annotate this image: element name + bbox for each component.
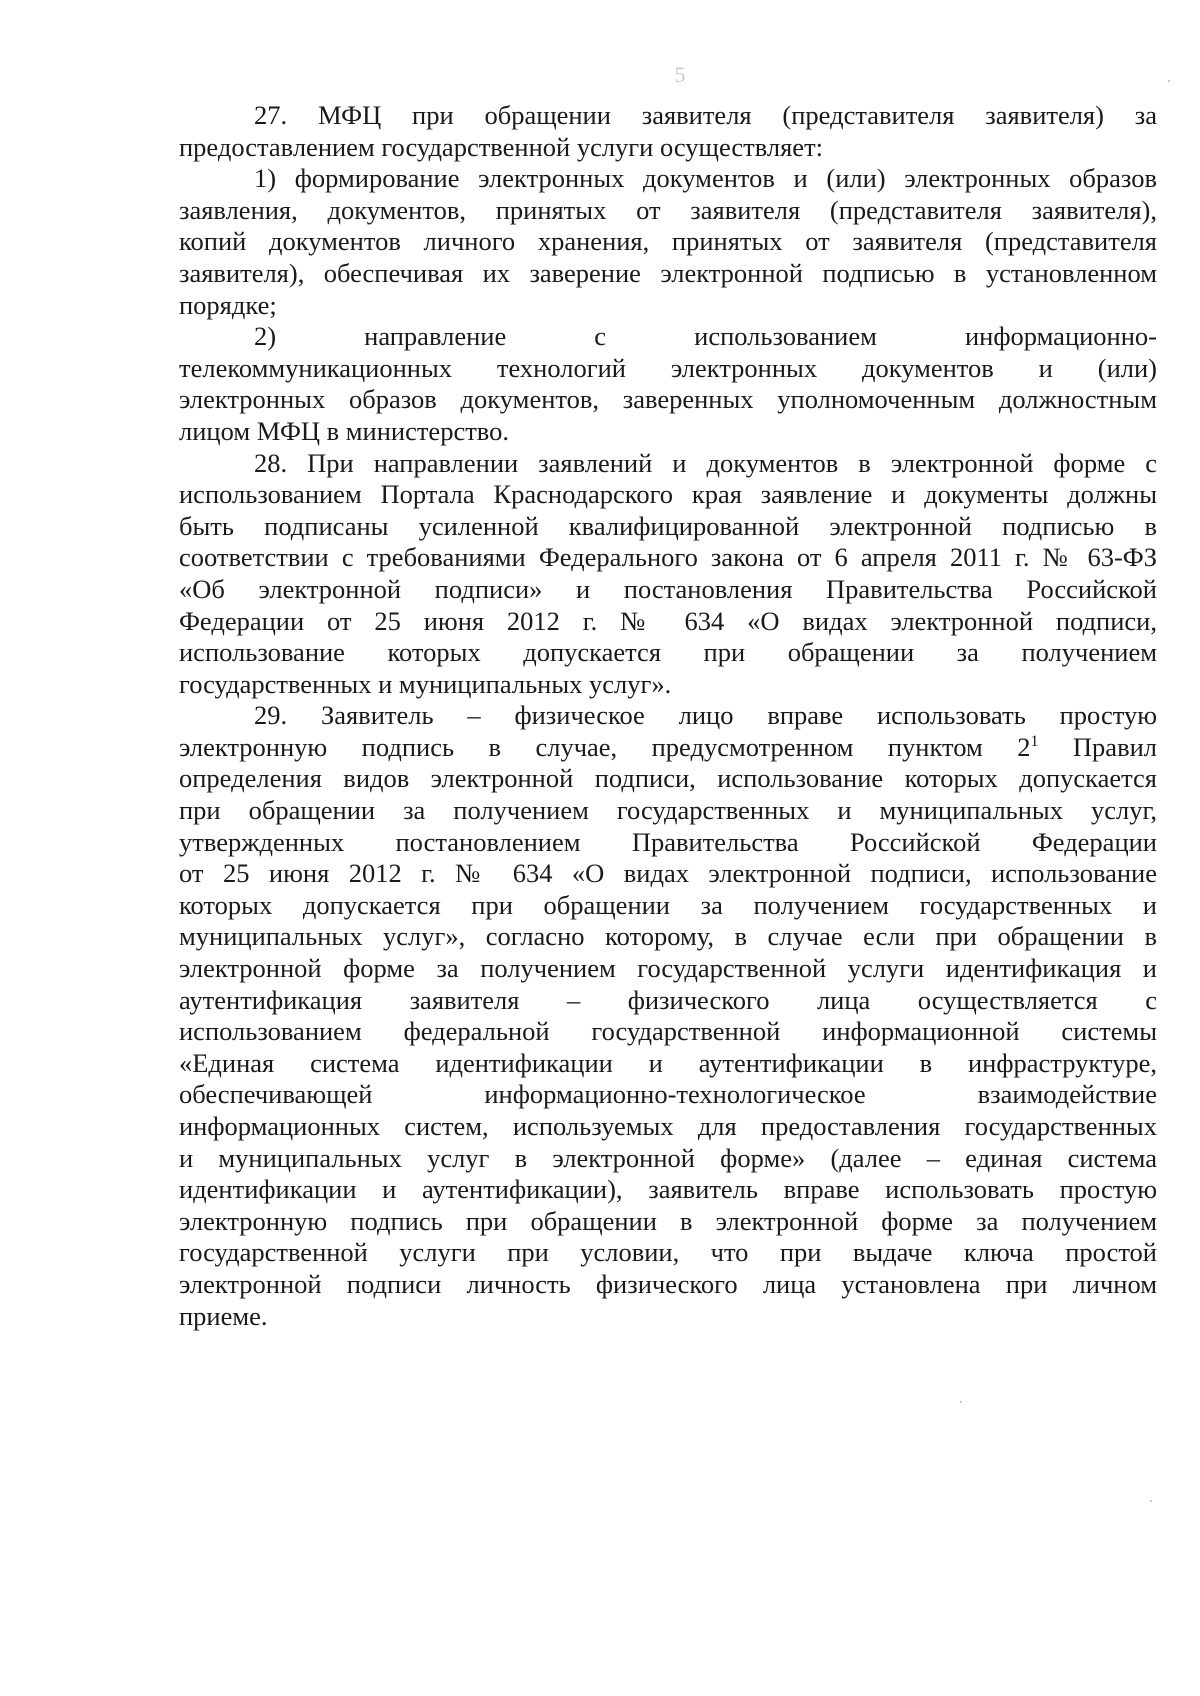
text-line-content: «Единая система идентификации и аутентификации в инфраструктуре, — [179, 1047, 1157, 1078]
text-line — [179, 258, 1157, 290]
text-line — [179, 953, 1157, 985]
text-line-content: использованием Портала Краснодарского края заявление и документы должны — [179, 479, 1157, 510]
text-line-content: копий документов личного хранения, принятых от заявителя (представителя — [179, 226, 1157, 257]
text-line — [179, 1143, 1157, 1175]
text-line — [179, 637, 1157, 669]
text-line — [179, 1206, 1157, 1238]
text-line-content: заявителя), обеспечивая их заверение электронной подписью в установленном — [179, 257, 1157, 288]
text-line — [179, 1016, 1157, 1048]
text-line — [179, 1048, 1157, 1080]
page-number: 5 — [674, 62, 686, 87]
text-line-content: электронных образов документов, заверенных уполномоченным должностным — [179, 384, 1157, 415]
text-line — [179, 1079, 1157, 1111]
scan-speck — [1150, 1500, 1152, 1502]
text-line — [179, 858, 1157, 890]
document-body — [179, 100, 1157, 1332]
scan-speck — [960, 1401, 962, 1403]
text-line — [179, 163, 1157, 195]
text-line — [179, 479, 1157, 511]
text-line-content: лицом МФЦ в министерство. — [179, 415, 509, 446]
text-line-content: электронной подписи личность физического лица установлена при личном — [179, 1268, 1157, 1299]
text-line-content: определения видов электронной подписи, использование которых допускается — [179, 763, 1157, 794]
text-line-content: заявления, документов, принятых от заявителя (представителя заявителя), — [179, 194, 1157, 225]
text-line-content: 28. При направлении заявлений и документов в электронной форме с — [254, 447, 1157, 478]
text-line-content: от 25 июня 2012 г. № 634 «О видах электронной подписи, использование — [179, 858, 1157, 889]
text-line-content: 1) формирование электронных документов и (или) электронных образов — [254, 163, 1157, 194]
text-line — [179, 448, 1157, 480]
text-line — [179, 669, 1157, 701]
text-line-content: приеме. — [179, 1300, 268, 1331]
text-line-content: государственной услуги при условии, что при выдаче ключа простой — [179, 1237, 1157, 1268]
text-line-content: Федерации от 25 июня 2012 г. № 634 «О видах электронной подписи, — [179, 605, 1157, 636]
text-line-content: 2) направление с использованием информационно- — [254, 321, 1157, 352]
text-line — [179, 195, 1157, 227]
text-line — [179, 100, 1157, 132]
text-line-continuation: Правил — [1038, 731, 1157, 762]
text-line — [179, 226, 1157, 258]
text-line-content: 27. МФЦ при обращении заявителя (представителя заявителя) за — [254, 100, 1157, 130]
text-line — [179, 921, 1157, 953]
text-line-content: порядке; — [179, 289, 277, 320]
text-line-content: идентификации и аутентификации), заявитель вправе использовать простую — [179, 1174, 1157, 1205]
text-line-content: и муниципальных услуг в электронной форме» (далее – единая система — [179, 1142, 1157, 1173]
text-line — [179, 1237, 1157, 1269]
text-line — [179, 416, 1157, 448]
text-line-content: электронную подпись при обращении в электронной форме за получением — [179, 1205, 1157, 1236]
text-line — [179, 132, 1157, 164]
text-line — [179, 542, 1157, 574]
text-line-content: аутентификация заявителя – физического лица осуществляется с — [179, 984, 1157, 1015]
text-line-content: электронную подпись в случае, предусмотренном пунктом 2 — [179, 731, 1031, 762]
text-line-content: «Об электронной подписи» и постановления Правительства Российской — [179, 573, 1157, 604]
text-line — [179, 890, 1157, 922]
text-line-content: утвержденных постановлением Правительства Российской Федерации — [179, 826, 1157, 857]
text-line — [179, 1301, 1157, 1333]
text-line — [179, 384, 1157, 416]
footnote-superscript: 1 — [1030, 733, 1039, 751]
text-line — [179, 827, 1157, 859]
text-line — [179, 763, 1157, 795]
text-line — [179, 1174, 1157, 1206]
text-line — [179, 1111, 1157, 1143]
text-line — [179, 321, 1157, 353]
scan-speck — [1168, 80, 1170, 82]
text-line — [179, 353, 1157, 385]
text-line-content: государственных и муниципальных услуг». — [179, 668, 672, 699]
text-line-content: муниципальных услуг», согласно которому, в случае если при обращении в — [179, 921, 1157, 952]
text-line-content: 29. Заявитель – физическое лицо вправе использовать простую — [254, 700, 1157, 731]
text-line — [179, 290, 1157, 322]
text-line — [179, 606, 1157, 638]
text-line-content: телекоммуникационных технологий электронных документов и (или) — [179, 352, 1157, 383]
text-line-content: быть подписаны усиленной квалифицированной электронной подписью в — [179, 510, 1157, 541]
text-line — [179, 700, 1157, 732]
text-line-content: использование которых допускается при обращении за получением — [179, 637, 1157, 668]
text-line-content: соответствии с требованиями Федерального закона от 6 апреля 2011 г. № 63-ФЗ — [179, 542, 1157, 573]
text-line-content: при обращении за получением государственных и муниципальных услуг, — [179, 795, 1157, 826]
text-line — [179, 574, 1157, 606]
text-line-content: которых допускается при обращении за получением государственных и — [179, 889, 1157, 920]
text-line-content: электронной форме за получением государственной услуги идентификация и — [179, 953, 1157, 984]
text-line-content: информационных систем, используемых для предоставления государственных — [179, 1111, 1157, 1141]
text-line-content: использованием федеральной государственной информационной системы — [179, 1016, 1157, 1047]
text-line-content: предоставлением государственной услуги осуществляет: — [179, 131, 824, 162]
text-line — [179, 795, 1157, 827]
text-line — [179, 985, 1157, 1017]
text-line — [179, 732, 1157, 764]
text-line-content: обеспечивающей информационно-технологическое взаимодействие — [179, 1079, 1157, 1110]
text-line — [179, 511, 1157, 543]
text-line — [179, 1269, 1157, 1301]
